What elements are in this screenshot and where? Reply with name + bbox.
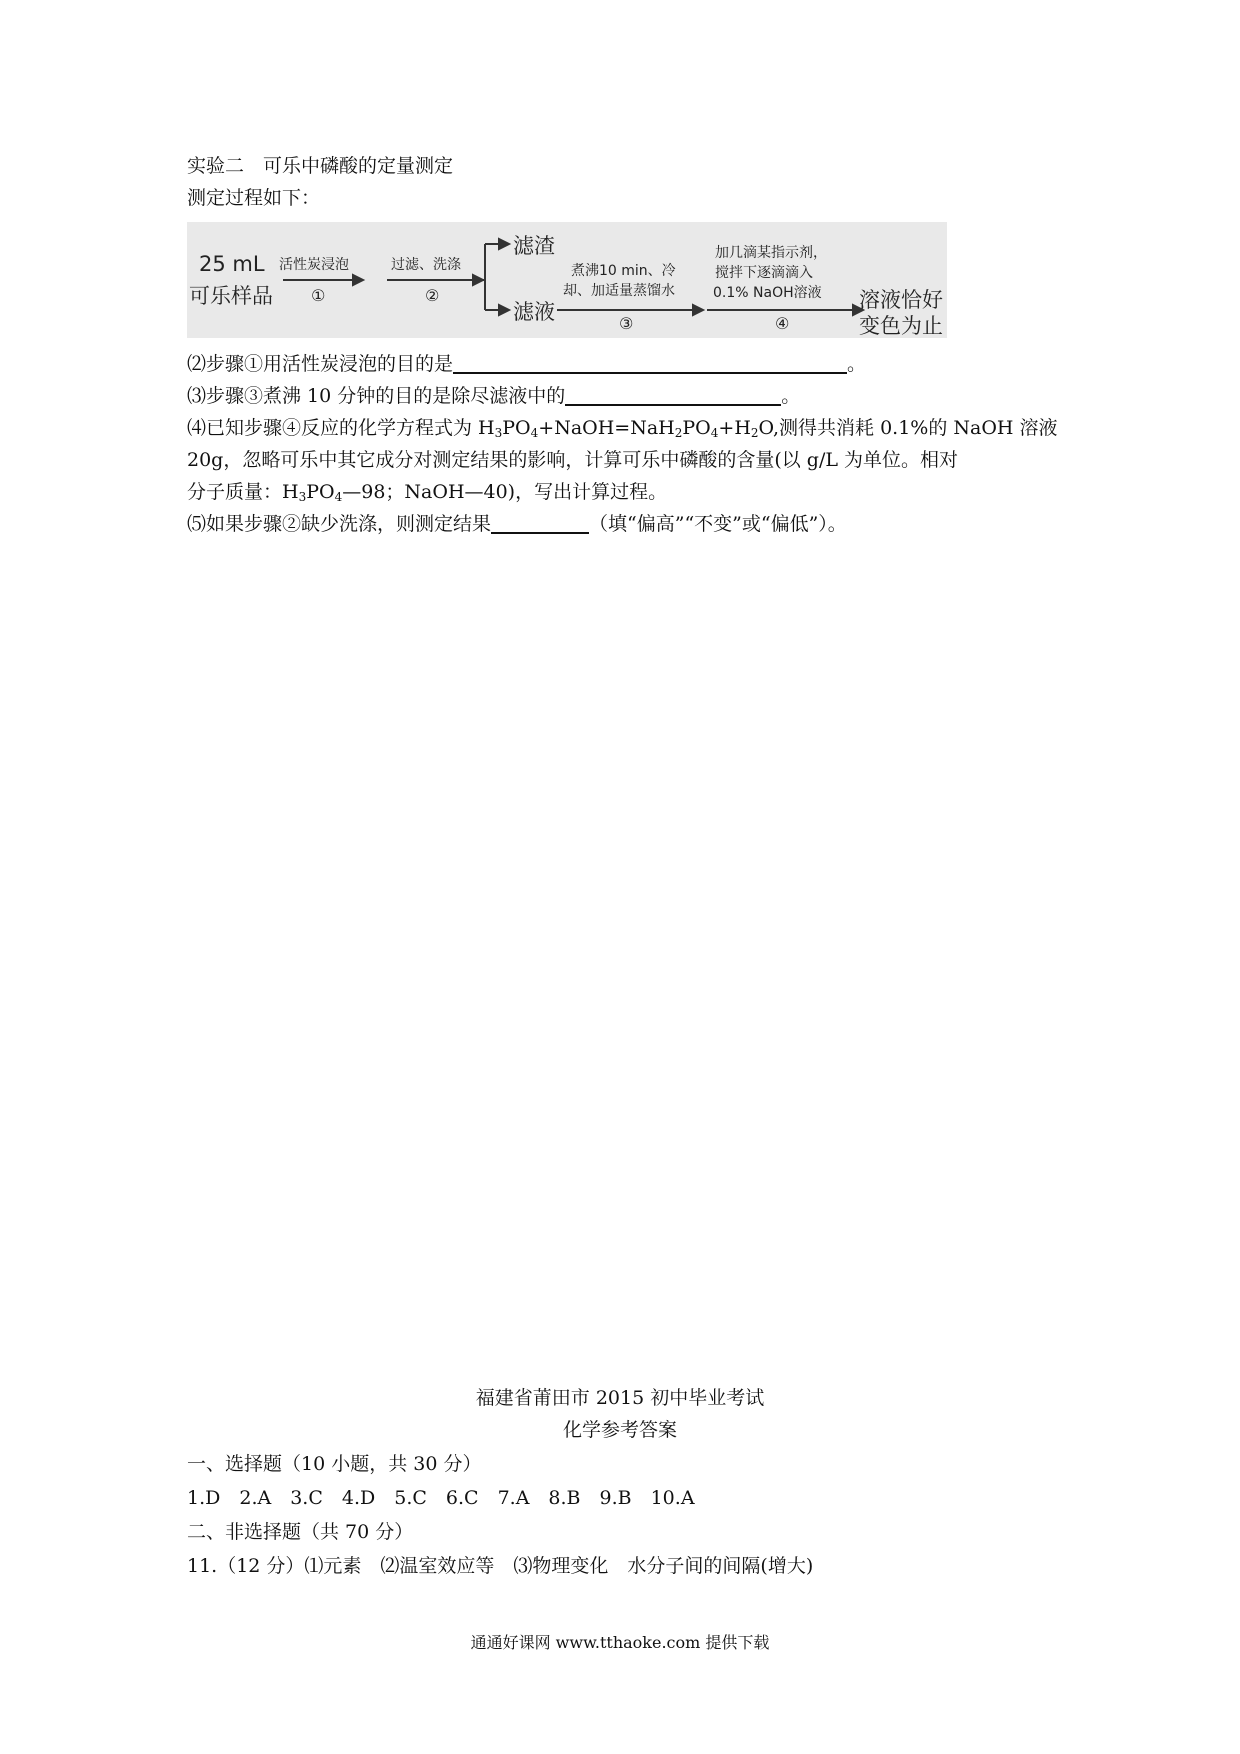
flow-step1-label: 活性炭浸泡 [279, 257, 349, 273]
answer-choice-list: 1.D 2.A 3.C 4.D 5.C 6.C 7.A 8.B 9.B 10.A [187, 1487, 695, 1509]
flow-step3-number: ③ [619, 314, 634, 333]
flow-step2-label: 过滤、洗涤 [391, 257, 461, 273]
answer-blank-q5[interactable] [491, 510, 589, 534]
answer-section-nonchoice: 二、非选择题（共 70 分） [187, 1521, 414, 1543]
flow-diagram [187, 222, 947, 338]
answer-section-choice: 一、选择题（10 小题，共 30 分） [187, 1453, 482, 1475]
flow-step1-number: ① [311, 286, 326, 305]
flow-step3-line1: 煮沸10 min、冷 [571, 263, 676, 279]
question-3: ⑶步骤③煮沸 10 分钟的目的是除尽滤液中的 。 [187, 382, 800, 410]
flow-step2-number: ② [425, 286, 440, 305]
question-4-line2: 20g，忽略可乐中其它成分对测定结果的影响，计算可乐中磷酸的含量(以 g/L 为单位。相对 [187, 449, 959, 471]
flow-branch-filtrate: 滤液 [513, 300, 555, 324]
flow-step4-line3: 0.1% NaOH溶液 [713, 285, 822, 301]
question-4-line3: 分子质量：$H_3PO_4—98$；NaOH—40)，写出计算过程。 [187, 481, 668, 504]
answer-heading: 福建省莆田市 2015 初中毕业考试 [475, 1387, 765, 1409]
flow-start-sample: 可乐样品 [189, 284, 273, 308]
answer-blank-q2[interactable] [453, 350, 847, 374]
question-5: ⑸如果步骤②缺少洗涤，则测定结果 （填“偏高”“不变”或“偏低”）。 [187, 510, 847, 538]
answer-subheading: 化学参考答案 [562, 1419, 677, 1441]
experiment-title: 实验二 可乐中磷酸的定量测定 [187, 155, 454, 177]
answer-q11: 11.（12 分）⑴元素 ⑵温室效应等 ⑶物理变化 水分子间的间隔(增大) [187, 1555, 814, 1577]
flow-start-volume: 25 mL [199, 252, 265, 276]
flow-end-line2: 变色为止 [859, 314, 943, 338]
flow-end-line1: 溶液恰好 [859, 288, 943, 312]
flow-step4-line1: 加几滴某指示剂， [715, 245, 827, 261]
flow-branch-residue: 滤渣 [513, 234, 555, 258]
question-2: ⑵步骤①用活性炭浸泡的目的是 。 [187, 350, 866, 378]
flow-step4-number: ④ [775, 314, 790, 333]
experiment-intro: 测定过程如下： [187, 187, 321, 209]
footer-text: 通通好课网 www.tthaoke.com 提供下载 [470, 1633, 770, 1652]
question-4-line1: ⑷已知步骤④反应的化学方程式为 $H_3PO_4+NaOH=NaH_2PO_4+H_2O$,测得共消耗 0.1%的 NaOH 溶液 [187, 417, 1058, 440]
flow-step3-line2: 却、加适量蒸馏水 [563, 283, 675, 299]
answer-blank-q3[interactable] [565, 382, 781, 406]
flow-step4-line2: 搅拌下逐滴滴入 [715, 265, 813, 281]
